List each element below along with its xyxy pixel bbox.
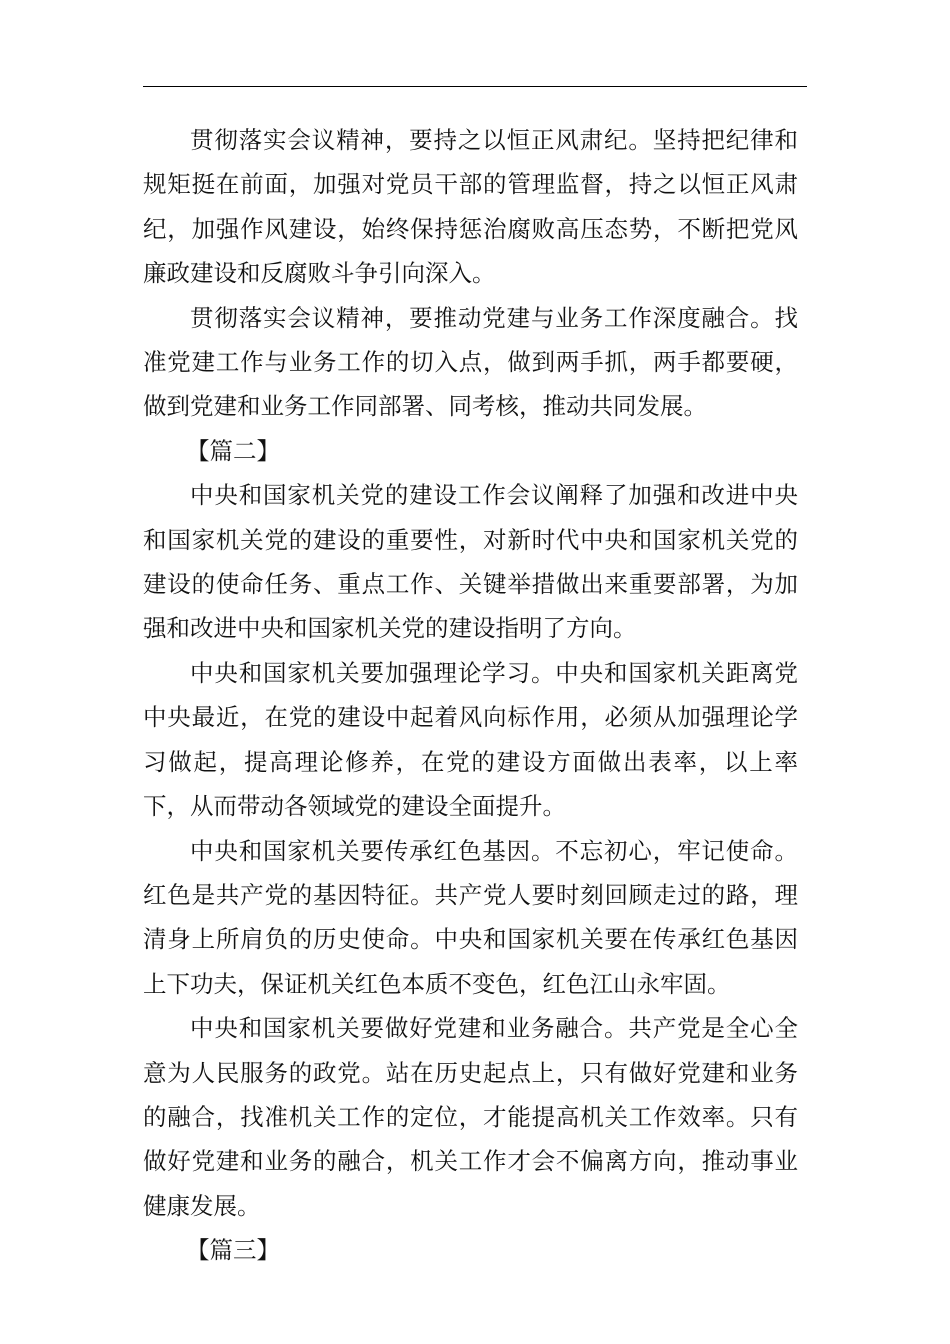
paragraph-integrity-discipline: 贯彻落实会议精神，要持之以恒正风肃纪。坚持把纪律和规矩挺在前面，加强对党员干部的管理监督，持之以恒正风肃纪，加强作风建设，始终保持惩治腐败高压态势，不断把党风廉政建设和反腐败斗争引向深入。 [143,126,798,288]
document-body [143,118,798,1273]
paragraph-theory-study: 中央和国家机关要加强理论学习。中央和国家机关距离党中央最近，在党的建设中起着风向标作用，必须从加强理论学习做起，提高理论修养，在党的建设方面做出表率，以上率下，从而带动各领域党的建设全面提升。 [143,658,798,821]
section-heading-part-three: 【篇三】 [186,1236,280,1265]
paragraph-red-gene: 中央和国家机关要传承红色基因。不忘初心，牢记使命。红色是共产党的基因特征。共产党人要时刻回顾走过的路，理清身上所肩负的历史使命。中央和国家机关要在传承红色基因上下功夫，保证机关红色本质不变色，红色江山永牢固。 [143,836,798,998]
section-heading-part-two: 【篇二】 [186,436,280,465]
paragraph-conference-overview: 中央和国家机关党的建设工作会议阐释了加强和改进中央和国家机关党的建设的重要性，对新时代中央和国家机关党的建设的使命任务、重点工作、关键举措做出来重要部署，为加强和改进中央和国家机关党的建设指明了方向。 [143,481,798,643]
paragraph-party-work-integration: 中央和国家机关要做好党建和业务融合。共产党是全心全意为人民服务的政党。站在历史起点上，只有做好党建和业务的融合，找准机关工作的定位，才能提高机关工作效率。只有做好党建和业务的融合，机关工作才会不偏离方向，推动事业健康发展。 [143,1014,798,1220]
paragraph-party-business-integration: 贯彻落实会议精神，要推动党建与业务工作深度融合。找准党建工作与业务工作的切入点，做到两手抓，两手都要硬，做到党建和业务工作同部署、同考核，推动共同发展。 [143,303,798,421]
header-rule [143,86,807,87]
